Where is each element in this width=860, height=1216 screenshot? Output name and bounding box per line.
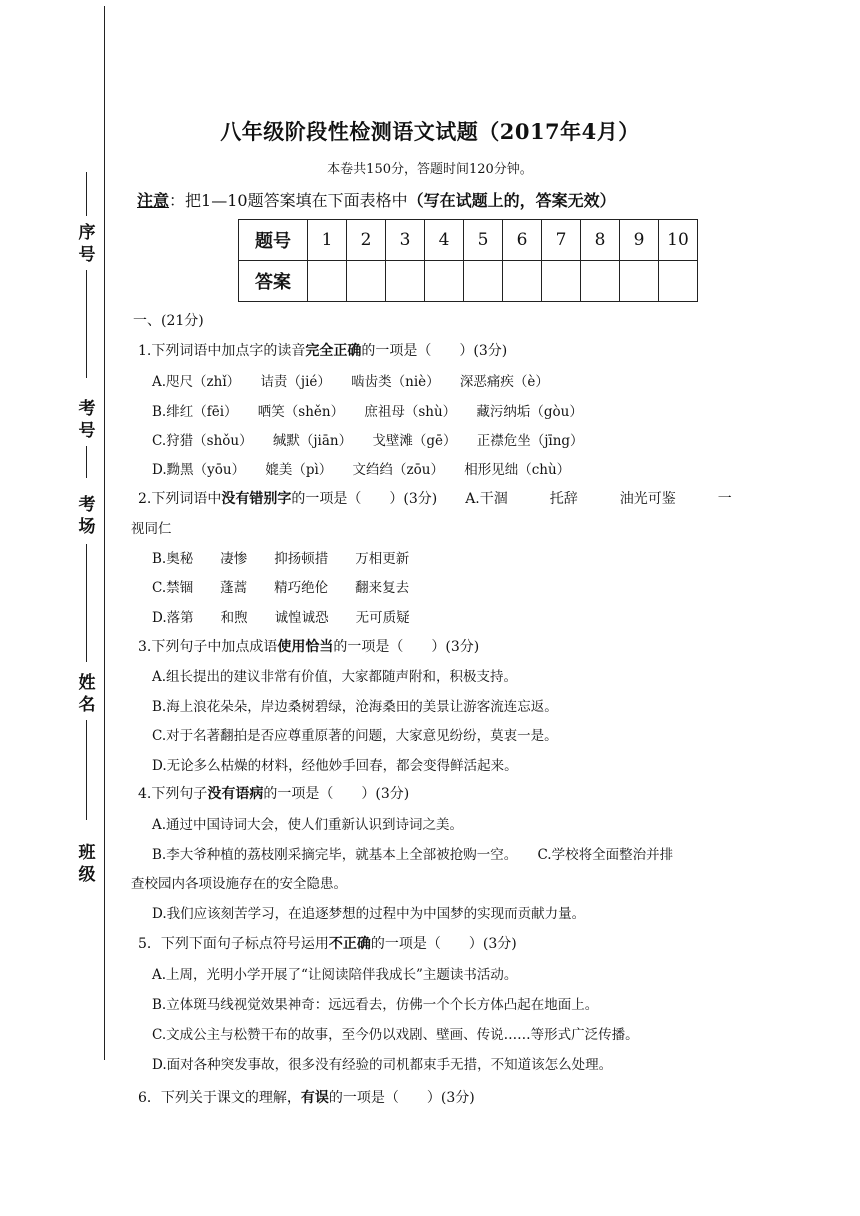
answer-table-number-row	[239, 220, 698, 261]
question-4-option-b-c: B.李大爷种植的荔枝刚采摘完毕，就基本上全部被抢购一空。 C.学校将全面整治并排	[152, 847, 674, 863]
answer-cell[interactable]	[425, 261, 464, 302]
answer-number: 10	[659, 220, 698, 261]
answer-cell[interactable]	[308, 261, 347, 302]
answer-table-answer-row	[239, 261, 698, 302]
question-1-option-a: A.咫尺（zhǐ） 诘责（jié） 啮齿类（niè） 深恶痛疾（è）	[152, 374, 549, 390]
stem-emphasis: 没有错别字	[221, 491, 292, 507]
stem-text: 4.下列句子	[138, 786, 208, 802]
exam-subtitle: 本卷共150分，答题时间120分钟。	[327, 162, 533, 177]
side-label-serial	[76, 222, 98, 266]
question-3-option-a: A.组长提出的建议非常有价值，大家都随声附和，积极支持。	[152, 669, 518, 685]
question-2-option-c: C.禁锢 蓬蒿 精巧绝伦 翻来复去	[152, 580, 410, 596]
section-heading: 一、(21分)	[133, 313, 204, 329]
side-fill-line	[86, 446, 87, 478]
side-label-text: 考场	[78, 495, 96, 537]
question-3-stem	[138, 636, 479, 656]
question-1-option-d: D.黝黑（yōu） 媲美（pì） 文绉绉（zōu） 相形见绌（chù）	[152, 462, 571, 478]
side-fill-line	[86, 270, 87, 378]
question-1-option-b: B.绯红（fēi） 哂笑（shěn） 庶祖母（shù） 藏污纳垢（gòu）	[152, 404, 583, 420]
answer-cell[interactable]	[464, 261, 503, 302]
side-label-text: 班级	[78, 843, 96, 885]
answer-cell[interactable]	[347, 261, 386, 302]
stem-emphasis: 有误	[300, 1090, 329, 1106]
stem-text: 的一项是（ ）(3分) A.干涸 托辞 油光可鉴 一	[291, 491, 732, 507]
answer-number: 8	[581, 220, 620, 261]
answer-cell[interactable]	[659, 261, 698, 302]
notice-lead: 注意	[137, 191, 170, 210]
stem-text: 的一项是（ ）(3分)	[263, 786, 410, 802]
question-1-option-c: C.狩猎（shǒu） 缄默（jiān） 戈壁滩（gē） 正襟危坐（jīng）	[152, 433, 584, 449]
exam-title: 八年级阶段性检测语文试题（2017年4月）	[220, 119, 640, 144]
answer-number: 5	[464, 220, 503, 261]
answer-cell[interactable]	[386, 261, 425, 302]
stem-text: 的一项是（ ）(3分)	[361, 343, 508, 359]
question-5-option-b: B.立体斑马线视觉效果神奇：远远看去，仿佛一个个长方体凸起在地面上。	[152, 997, 599, 1013]
side-fill-line	[86, 720, 87, 820]
stem-emphasis: 没有语病	[207, 786, 264, 802]
answer-number: 2	[347, 220, 386, 261]
stem-text: 的一项是（ ）(3分)	[328, 1090, 475, 1106]
question-2-option-d: D.落第 和煦 诚惶诚恐 无可质疑	[152, 610, 410, 626]
stem-emphasis: 不正确	[328, 936, 371, 952]
answer-number: 6	[503, 220, 542, 261]
notice-colon: ：	[169, 191, 186, 210]
side-label-exam-no	[76, 398, 98, 442]
stem-text: 5．下列下面句子标点符号运用	[138, 936, 329, 952]
question-2-wrap: 视同仁	[131, 521, 172, 537]
side-fill-line	[86, 172, 87, 216]
question-4-option-d: D.我们应该刻苦学习，在追逐梦想的过程中为中国梦的实现而贡献力量。	[152, 906, 586, 922]
question-1-stem	[138, 340, 507, 360]
answer-cell[interactable]	[503, 261, 542, 302]
question-5-option-c: C.文成公主与松赞干布的故事，至今仍以戏剧、壁画、传说……等形式广泛传播。	[152, 1027, 639, 1043]
stem-text: 2.下列词语中	[138, 491, 222, 507]
side-label-text: 姓名	[78, 673, 96, 715]
stem-text: 1.下列词语中加点字的读音	[138, 343, 306, 359]
notice-text: 把1—10题答案填在下面表格中	[185, 191, 408, 210]
question-4-wrap: 查校园内各项设施存在的安全隐患。	[131, 876, 347, 892]
side-fill-line	[86, 544, 87, 662]
answer-number: 4	[425, 220, 464, 261]
stem-text: 6．下列关于课文的理解，	[138, 1090, 301, 1106]
answer-cell[interactable]	[620, 261, 659, 302]
answer-number: 7	[542, 220, 581, 261]
answer-number: 3	[386, 220, 425, 261]
stem-text: 的一项是（ ）(3分)	[370, 936, 517, 952]
answer-cell[interactable]	[542, 261, 581, 302]
question-5-option-d: D.面对各种突发事故，很多没有经验的司机都束手无措，不知道该怎么处理。	[152, 1057, 613, 1073]
question-3-option-d: D.无论多么枯燥的材料，经他妙手回春，都会变得鲜活起来。	[152, 758, 518, 774]
stem-text: 的一项是（ ）(3分)	[333, 639, 480, 655]
side-label-text: 考号	[78, 399, 96, 441]
answer-table-row-header: 题号	[239, 220, 308, 261]
answer-table-row-header: 答案	[239, 261, 308, 302]
stem-text: 3.下列句子中加点成语	[138, 639, 278, 655]
question-2-option-b: B.奥秘 凄惨 抑扬顿措 万相更新	[152, 551, 410, 567]
question-6-stem	[138, 1087, 475, 1107]
notice	[137, 188, 616, 211]
side-label-exam-room	[76, 494, 98, 538]
question-5-option-a: A.上周，光明小学开展了“让阅读陪伴我成长”主题读书活动。	[152, 967, 518, 983]
answer-number: 9	[620, 220, 659, 261]
question-5-stem	[138, 933, 517, 953]
notice-bold: （写在试题上的，答案无效）	[407, 191, 616, 210]
question-4-stem	[138, 783, 409, 803]
answer-number: 1	[308, 220, 347, 261]
question-4-option-a: A.通过中国诗词大会，使人们重新认识到诗词之美。	[152, 817, 464, 833]
side-label-text: 序号	[78, 223, 96, 265]
stem-emphasis: 完全正确	[305, 343, 362, 359]
question-3-option-b: B.海上浪花朵朵，岸边桑树碧绿，沧海桑田的美景让游客流连忘返。	[152, 699, 558, 715]
answer-table	[238, 219, 698, 302]
answer-cell[interactable]	[581, 261, 620, 302]
side-label-name	[76, 672, 98, 716]
question-3-option-c: C.对于名著翻拍是否应尊重原著的问题，大家意见纷纷，莫衷一是。	[152, 728, 558, 744]
question-2-stem	[138, 488, 732, 508]
stem-emphasis: 使用恰当	[277, 639, 334, 655]
side-label-class	[76, 842, 98, 886]
